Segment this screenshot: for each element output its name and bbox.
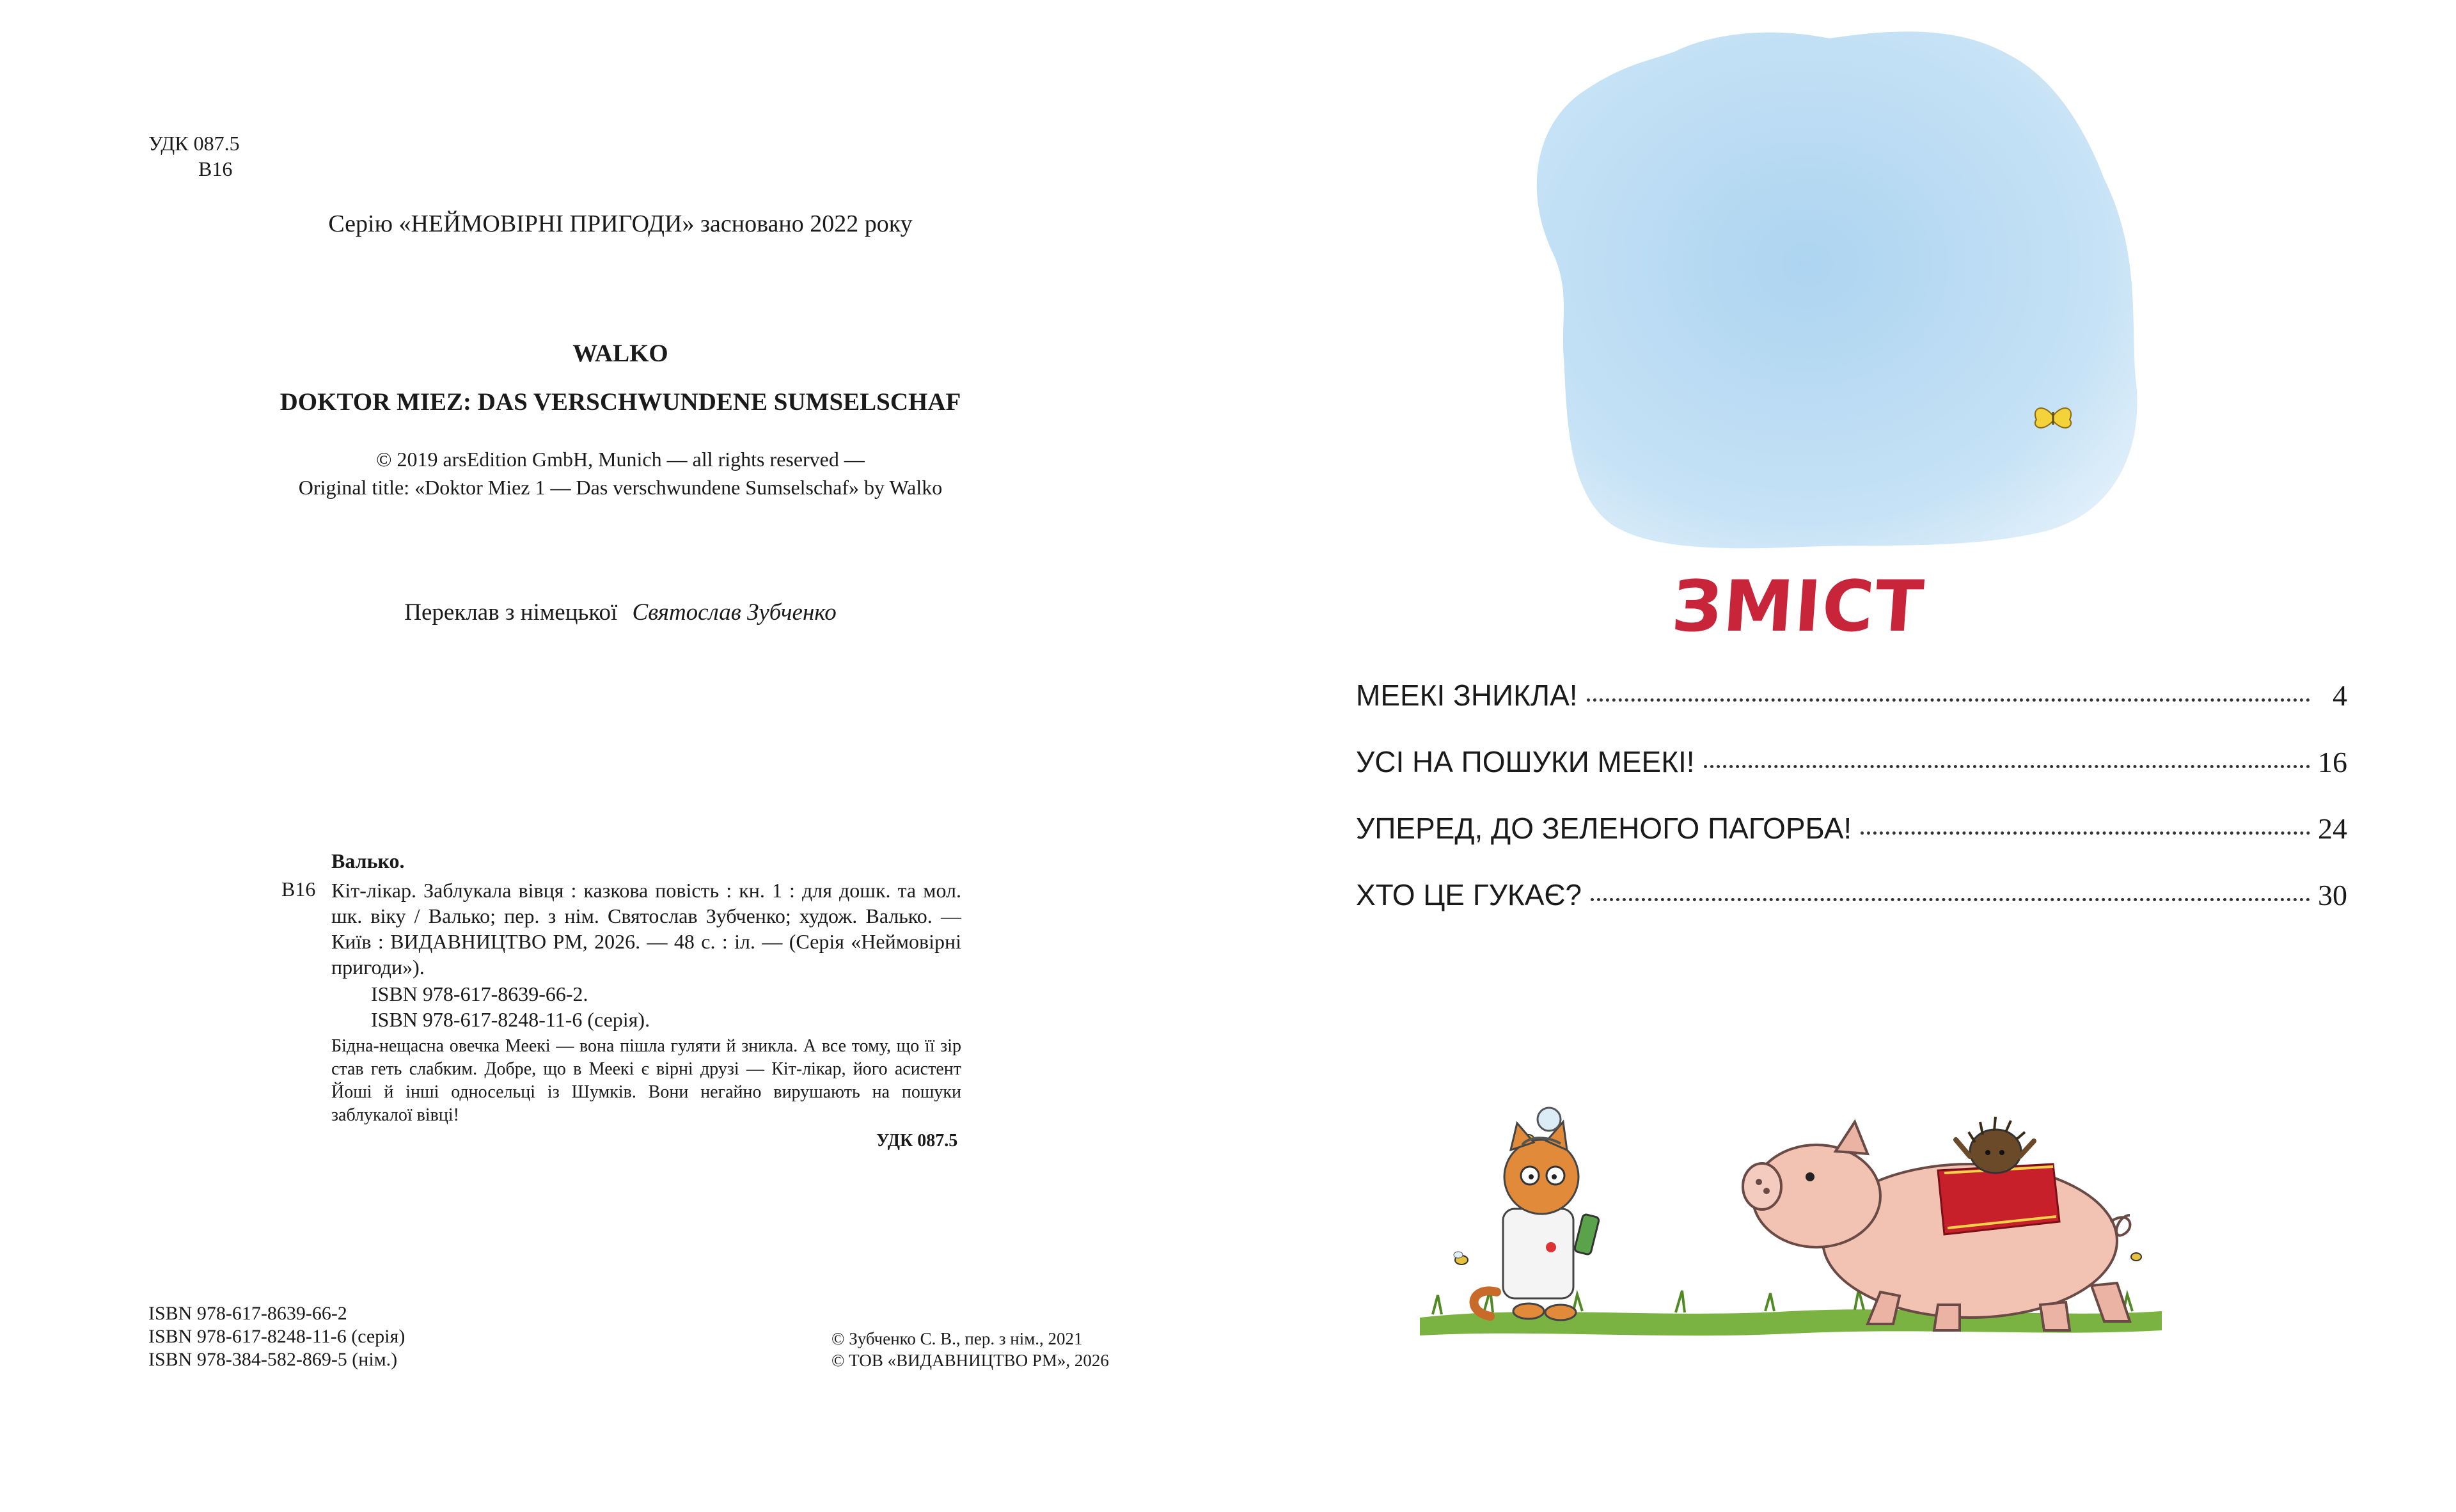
catalog-code: В16 <box>281 878 316 901</box>
series-note: Серію «НЕЙМОВІРНІ ПРИГОДИ» засновано 2022 року <box>328 210 913 237</box>
catalog-description: Кіт-лікар. Заблукала вівця : казкова повість : кн. 1 : для дошк. та мол. шк. віку / Валько; пер. з нім. Святослав Зубченко; худож. Валько. — Київ : ВИДАВНИЦТВО РМ, 2026. — 48 с. : іл. — (Серія «Неймовірні пригоди»). <box>331 879 961 979</box>
sky-illustration <box>1407 0 2456 563</box>
original-author: WALKO <box>572 340 668 367</box>
toc-item-page: 4 <box>2333 679 2347 712</box>
toc-item-label: УПЕРЕД, ДО ЗЕЛЕНОГО ПАГОРБА! <box>1356 812 1852 845</box>
toc-item[interactable] <box>1356 878 2347 944</box>
toc-item-page: 24 <box>2318 812 2347 845</box>
toc-leader-dots <box>1587 695 2310 702</box>
udk-top <box>148 130 240 182</box>
copyright-line: © Зубченко С. В., пер. з нім., 2021 <box>831 1329 1083 1348</box>
catalog-isbn-series: ISBN 978-617-8248-11-6 (серія). <box>371 1008 650 1031</box>
toc-leader-dots <box>1591 894 2310 901</box>
rights-block <box>0 445 1241 501</box>
toc-item-label: МЕЕКІ ЗНИКЛА! <box>1356 679 1578 712</box>
translator-line <box>0 599 1241 626</box>
isbn-list <box>148 1302 405 1371</box>
udk-index: В16 <box>198 157 233 180</box>
cat-doctor <box>1474 1108 1600 1320</box>
isbn-line: ISBN 978-384-582-869-5 (нім.) <box>148 1349 398 1370</box>
copyright-list <box>831 1328 1109 1371</box>
toc-item-page: 30 <box>2318 879 2347 911</box>
toc-item-page: 16 <box>2318 746 2347 778</box>
cat-and-pig-illustration <box>1407 1081 2302 1375</box>
original-title-line: Original title: «Doktor Miez 1 — Das verschwundene Sumselschaf» by Walko <box>298 476 943 499</box>
toc-item[interactable] <box>1356 678 2347 744</box>
translator-prefix: Переклав з німецької <box>404 599 618 626</box>
toc-item[interactable] <box>1356 744 2347 811</box>
isbn-line: ISBN 978-617-8248-11-6 (серія) <box>148 1326 405 1347</box>
catalog-udk: УДК 087.5 <box>876 1131 958 1151</box>
catalog-author: Валько. <box>331 849 405 872</box>
original-title: DOKTOR MIEZ: DAS VERSCHWUNDENE SUMSELSCHAF <box>279 388 961 416</box>
toc-leader-dots <box>1861 828 2310 835</box>
sky-blob <box>1537 31 2137 548</box>
toc-item-label: УСІ НА ПОШУКИ МЕЕКІ! <box>1356 745 1695 778</box>
toc-item[interactable] <box>1356 811 2347 878</box>
isbn-line: ISBN 978-617-8639-66-2 <box>148 1303 347 1324</box>
catalog-annotation: Бідна-нещасна овечка Меекі — вона пішла гуляти й зникла. А все тому, що її зір став геть слабким. Добре, що в Меекі є вірні друзі — Кіт-лікар, його асистент Йоші й інші односельці із Шумків. Вони негайно вирушають на пошуки заблукалої вівці! <box>331 1036 961 1125</box>
udk-code: УДК 087.5 <box>148 132 240 155</box>
rights-line: © 2019 arsEdition GmbH, Munich — all rights reserved — <box>376 448 865 471</box>
toc-item-label: ХТО ЦЕ ГУКАЄ? <box>1356 878 1582 911</box>
bee-icon <box>2131 1253 2141 1261</box>
table-of-contents <box>1356 678 2347 944</box>
catalog-isbn: ISBN 978-617-8639-66-2. <box>371 982 588 1005</box>
translator-name: Святослав Зубченко <box>632 599 837 626</box>
toc-title-text: ЗМІСТ <box>1669 565 1928 647</box>
toc-leader-dots <box>1704 761 2310 768</box>
pig <box>1743 1122 2130 1330</box>
toc-title <box>1669 555 1964 658</box>
copyright-line: © ТОВ «ВИДАВНИЦТВО РМ», 2026 <box>831 1351 1109 1370</box>
bee-icon <box>1454 1252 1468 1264</box>
